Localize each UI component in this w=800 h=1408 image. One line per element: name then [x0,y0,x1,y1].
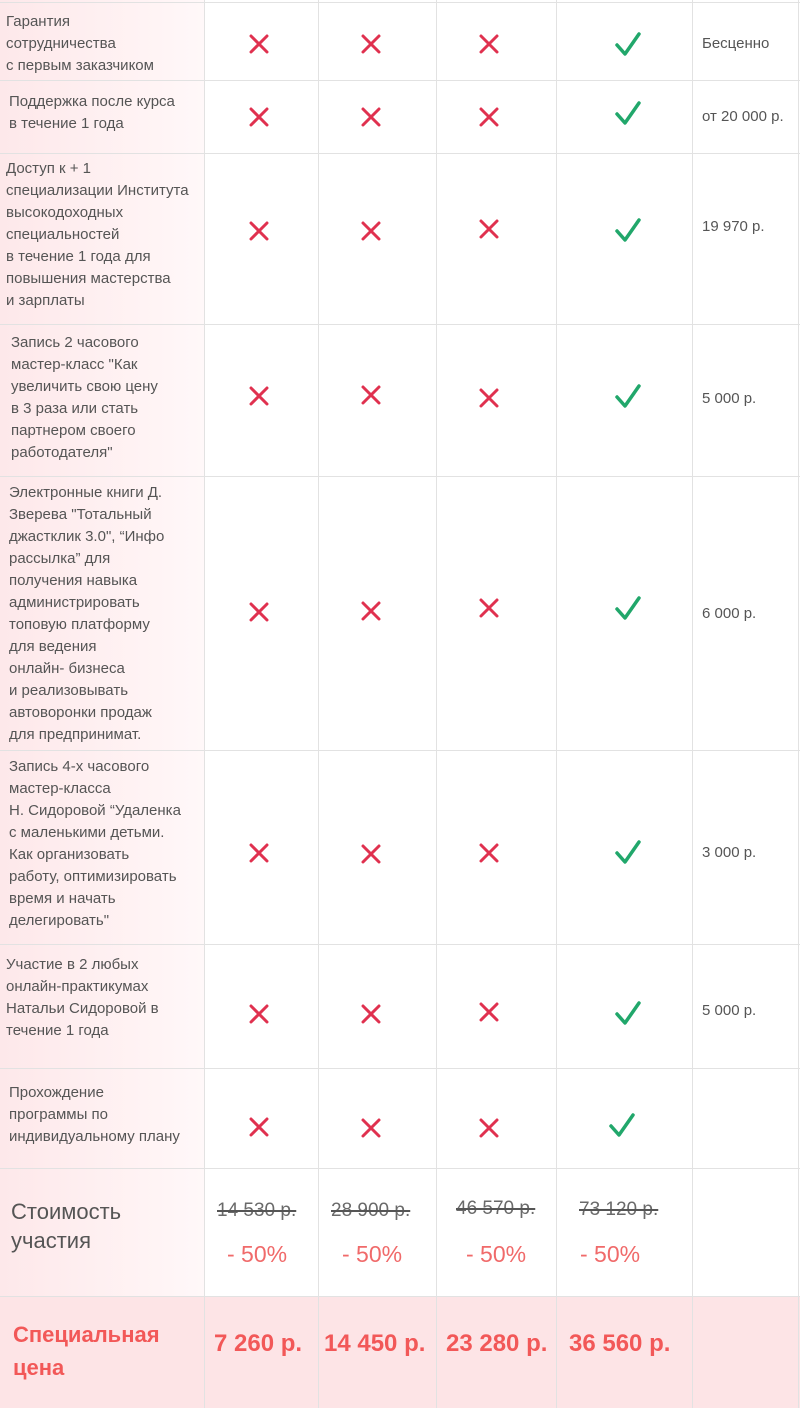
check-icon [614,99,642,127]
row-label-masterclass-2h: Запись 2 часового мастер-класс "Как увеличить свою цену в 3 раза или стать партнером своего работодателя" [11,334,158,461]
cross-icon [478,597,500,619]
cross-icon [478,842,500,864]
special-price: 14 450 р. [324,1330,426,1357]
row-divider [0,750,800,751]
cross-icon [478,1117,500,1139]
special-price: 23 280 р. [446,1330,548,1357]
check-icon [614,30,642,58]
cross-icon [360,384,382,406]
check-icon [608,1111,636,1139]
old-price: 28 900 р. [331,1200,411,1221]
row-label-practicums: Участие в 2 любых онлайн-практикумах Натальи Сидоровой в течение 1 года [6,956,159,1039]
old-price: 73 120 р. [579,1199,659,1220]
cross-icon [248,842,270,864]
cross-icon [478,1001,500,1023]
row-label-specialization: Доступ к + 1 специализации Института высокодоходных специальностей в течение 1 года для повышения мастерства и зарплаты [6,160,189,309]
row-divider [0,1296,800,1297]
special-price: 7 260 р. [214,1330,303,1357]
check-icon [614,999,642,1027]
column-divider [204,0,205,1408]
row-divider [0,944,800,945]
check-icon [614,838,642,866]
column-divider [692,0,693,1408]
row-value: 5 000 р. [702,1002,757,1019]
column-divider [556,0,557,1408]
cross-icon [248,1116,270,1138]
check-icon [614,382,642,410]
cross-icon [360,1003,382,1025]
check-icon [614,594,642,622]
check-icon [614,216,642,244]
cross-icon [360,220,382,242]
cross-icon [360,33,382,55]
cross-icon [248,1003,270,1025]
row-divider [0,476,800,477]
cross-icon [360,843,382,865]
cross-icon [248,106,270,128]
special-price: 36 560 р. [569,1330,671,1357]
row-divider [0,80,800,81]
column-divider [436,0,437,1408]
cross-icon [248,385,270,407]
cross-icon [478,387,500,409]
row-value: от 20 000 р. [702,108,784,125]
discount-badge: - 50% [466,1241,527,1267]
row-value: Бесценно [702,35,770,52]
cross-icon [248,220,270,242]
discount-badge: - 50% [342,1241,403,1267]
cross-icon [248,33,270,55]
row-label-support: Поддержка после курса в течение 1 года [9,93,175,132]
row-label-individual-plan: Прохождение программы по индивидуальному плану [9,1084,180,1145]
discount-badge: - 50% [227,1241,288,1267]
row-value: 6 000 р. [702,605,757,622]
row-divider [0,153,800,154]
cross-icon [248,601,270,623]
row-value: 19 970 р. [702,218,765,235]
row-value: 5 000 р. [702,390,757,407]
cost-label: Стоимость участия [11,1199,122,1253]
column-divider [318,0,319,1408]
old-price: 14 530 р. [217,1200,297,1221]
cross-icon [360,106,382,128]
column-divider [798,0,799,1408]
cross-icon [478,106,500,128]
old-price: 46 570 р. [456,1198,536,1219]
row-divider [0,2,800,3]
cross-icon [360,1117,382,1139]
row-label-guarantee: Гарантия сотрудничества с первым заказчиком [6,13,154,74]
cross-icon [478,33,500,55]
row-divider [0,1068,800,1069]
discount-badge: - 50% [580,1241,641,1267]
row-label-ebooks: Электронные книги Д. Зверева "Тотальный джастклик 3.0", “Инфо рассылка” для получения навыка администрировать топовую платформу для ведения онлайн- бизнеса и реализовывать автоворонки продаж для предпринимат. [9,484,165,743]
row-divider [0,324,800,325]
row-divider [0,1168,800,1169]
row-label-masterclass-4h: Запись 4-х часового мастер-класса Н. Сидоровой “Удаленка с маленькими детьми. Как организовать работу, оптимизировать время и начать делегировать" [9,758,181,929]
cross-icon [360,600,382,622]
cross-icon [478,218,500,240]
special-price-label: Специальная цена [13,1322,160,1380]
row-value: 3 000 р. [702,844,757,861]
